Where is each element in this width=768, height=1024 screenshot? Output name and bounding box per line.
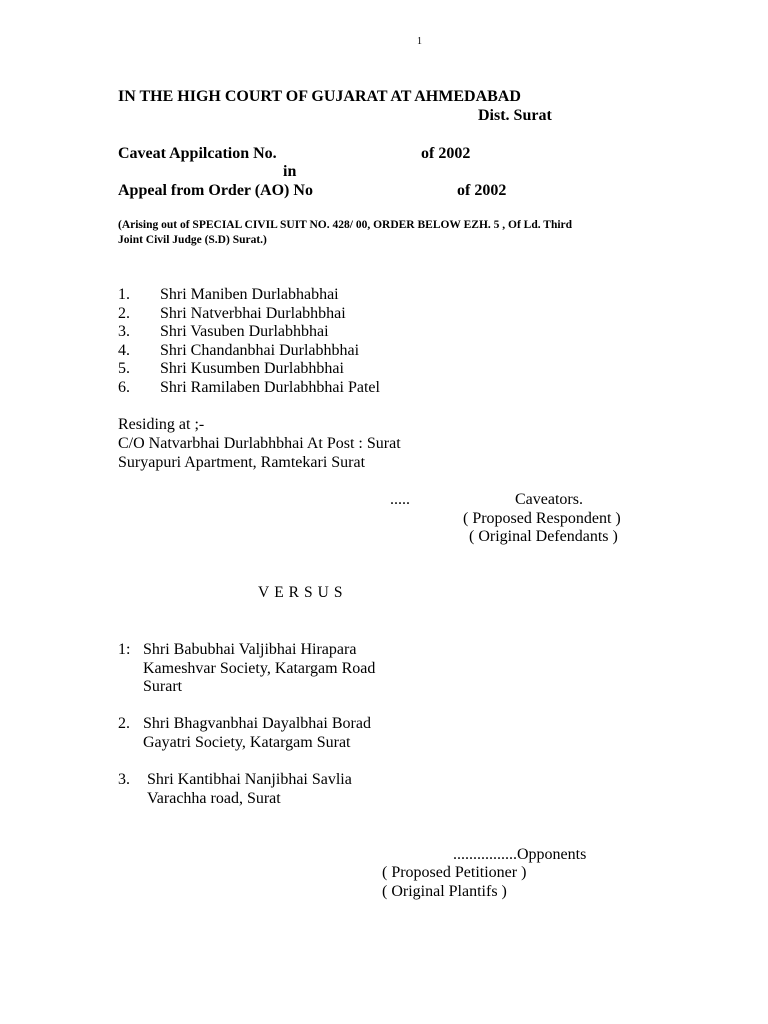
- residence-line-2: Suryapuri Apartment, Ramtekari Surat: [118, 454, 366, 471]
- list-item-num: 2.: [118, 715, 130, 732]
- opponents-original: ( Original Plantifs ): [382, 883, 507, 900]
- list-item-num: 3.: [118, 323, 130, 340]
- list-item-address: Gayatri Society, Katargam Surat: [143, 734, 351, 751]
- caveators-dots: .....: [390, 491, 410, 508]
- caveators-role: Caveators.: [515, 491, 583, 508]
- list-item-num: 3.: [118, 771, 130, 788]
- list-item-num: 6.: [118, 379, 130, 396]
- versus-heading: VERSUS: [258, 584, 348, 601]
- appeal-label: Appeal from Order (AO) No: [118, 182, 313, 199]
- appeal-year: of 2002: [457, 182, 507, 199]
- caveators-original: ( Original Defendants ): [469, 528, 618, 545]
- list-item-address: Kameshvar Society, Katargam Road: [143, 660, 376, 677]
- list-item: Shri Vasuben Durlabhbhai: [160, 323, 329, 340]
- list-item: Shri Bhagvanbhai Dayalbhai Borad: [143, 715, 371, 732]
- list-item-num: 4.: [118, 342, 130, 359]
- list-item-num: 1:: [118, 641, 131, 658]
- residence-heading: Residing at ;-: [118, 416, 205, 433]
- list-item-address: Varachha road, Surat: [147, 790, 281, 807]
- court-title: IN THE HIGH COURT OF GUJARAT AT AHMEDABAD: [118, 88, 521, 105]
- list-item: Shri Natverbhai Durlabhbhai: [160, 305, 346, 322]
- caveat-label: Caveat Appilcation No.: [118, 145, 277, 162]
- list-item-num: 1.: [118, 286, 130, 303]
- opponents-proposed: ( Proposed Petitioner ): [382, 864, 527, 881]
- list-item-num: 2.: [118, 305, 130, 322]
- residence-line-1: C/O Natvarbhai Durlabhbhai At Post : Surat: [118, 435, 401, 452]
- list-item: Shri Chandanbhai Durlabhbhai: [160, 342, 360, 359]
- arising-line-2: Joint Civil Judge (S.D) Surat.): [118, 234, 267, 246]
- caveat-year: of 2002: [421, 145, 471, 162]
- page-number: 1: [417, 36, 422, 47]
- list-item: Shri Maniben Durlabhabhai: [160, 286, 339, 303]
- list-item: Shri Ramilaben Durlabhbhai Patel: [160, 379, 380, 396]
- opponents-role: ................Opponents: [453, 846, 587, 863]
- list-item-num: 5.: [118, 360, 130, 377]
- list-item-address: Surart: [143, 678, 183, 695]
- district: Dist. Surat: [478, 107, 552, 124]
- arising-line-1: (Arising out of SPECIAL CIVIL SUIT NO. 428/ 00, ORDER BELOW EZH. 5 , Of Ld. Third: [118, 219, 573, 231]
- caveat-in: in: [283, 163, 297, 180]
- list-item: Shri Kantibhai Nanjibhai Savlia: [147, 771, 352, 788]
- list-item: Shri Babubhai Valjibhai Hirapara: [143, 641, 357, 658]
- caveators-proposed: ( Proposed Respondent ): [463, 510, 621, 527]
- list-item: Shri Kusumben Durlabhbhai: [160, 360, 344, 377]
